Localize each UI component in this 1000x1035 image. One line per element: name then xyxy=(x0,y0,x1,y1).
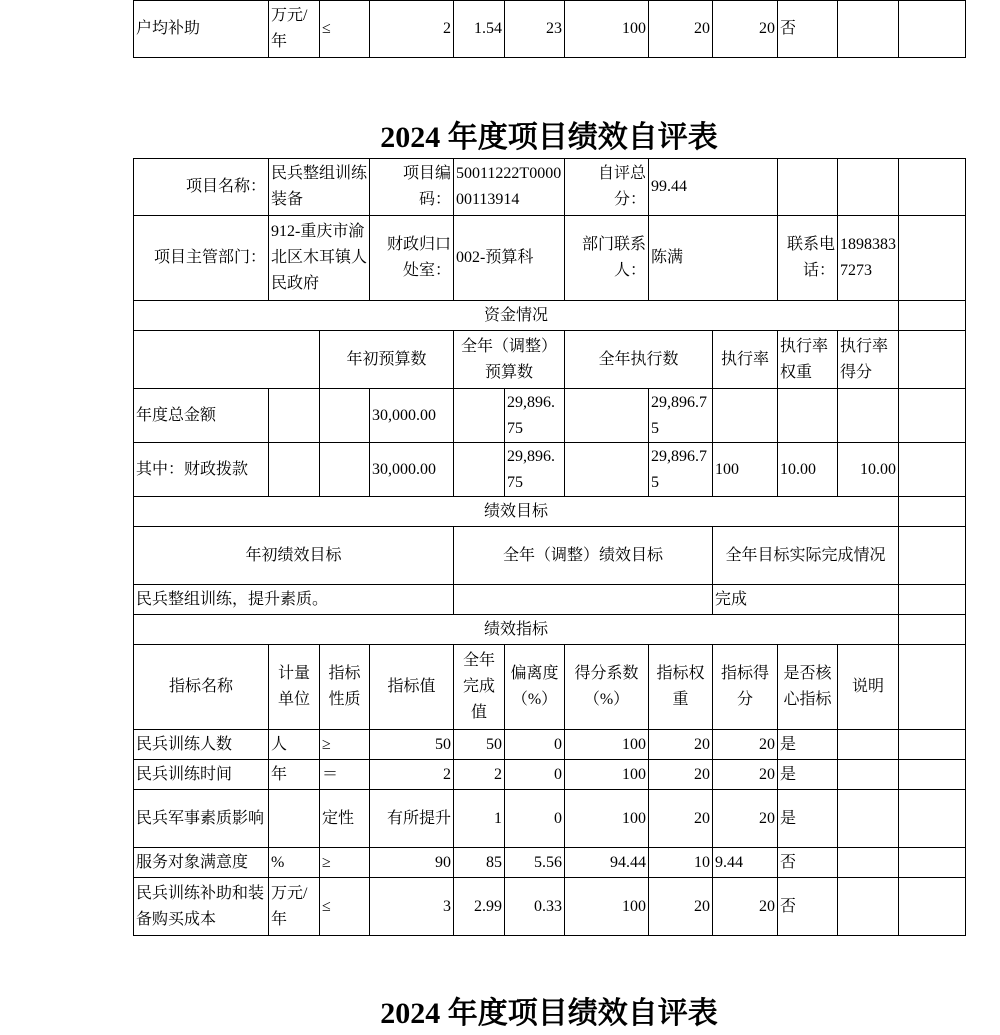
indicator-unit: 人 xyxy=(269,730,320,760)
indicator-target: 有所提升 xyxy=(370,790,454,848)
indicator-row xyxy=(134,878,966,936)
empty-cell xyxy=(778,159,838,216)
empty-cell xyxy=(838,760,899,790)
initial-budget: 30,000.00 xyxy=(370,389,454,443)
previous-indicator-table xyxy=(133,0,966,58)
empty-cell xyxy=(838,159,899,216)
indicator-header: 得分系数（%） xyxy=(565,645,649,730)
indicator-weight: 20 xyxy=(649,730,713,760)
indicator-row xyxy=(134,790,966,848)
phone: 18983837273 xyxy=(838,216,899,301)
indicator-actual: 2.99 xyxy=(454,878,505,936)
funds-header: 执行率 xyxy=(713,331,778,389)
indicator-header: 计量单位 xyxy=(269,645,320,730)
funds-row xyxy=(134,443,966,497)
rate-weight xyxy=(778,389,838,443)
indicator-header: 指标得分 xyxy=(713,645,778,730)
indicator-core: 是 xyxy=(778,760,838,790)
empty-cell xyxy=(838,878,899,936)
adjusted-budget: 29,896.75 xyxy=(505,443,565,497)
indicator-header: 指标名称 xyxy=(134,645,269,730)
indicator-coef: 94.44 xyxy=(565,848,649,878)
contact-label: 部门联系人： xyxy=(565,216,649,301)
indicator-header: 全年完成值 xyxy=(454,645,505,730)
page-title: 2024 年度项目绩效自评表 xyxy=(380,121,718,154)
next-page-title: 2024 年度项目绩效自评表 xyxy=(380,997,718,1030)
coef: 100 xyxy=(565,1,649,58)
initial-goal: 民兵整组训练，提升素质。 xyxy=(134,585,454,615)
indicator-coef: 100 xyxy=(565,760,649,790)
actual-completion: 完成 xyxy=(713,585,899,615)
indicator-core: 是 xyxy=(778,790,838,848)
indicator-row xyxy=(134,760,966,790)
indicator-name: 民兵训练补助和装备购买成本 xyxy=(134,878,269,936)
indicator-score: 20 xyxy=(713,790,778,848)
goals-header: 年初绩效目标 xyxy=(134,527,454,585)
unit: 万元/年 xyxy=(269,1,320,58)
indicator-deviation: 0.33 xyxy=(505,878,565,936)
funds-header-row xyxy=(134,331,966,389)
empty-cell xyxy=(899,760,966,790)
phone-label: 联系电话： xyxy=(778,216,838,301)
indicator-target: 3 xyxy=(370,878,454,936)
indicator-unit xyxy=(269,790,320,848)
indicator-unit: % xyxy=(269,848,320,878)
name-label: 项目名称： xyxy=(134,159,269,216)
empty-cell xyxy=(899,331,966,389)
actual: 1.54 xyxy=(454,1,505,58)
empty-cell xyxy=(899,1,966,58)
rate-score xyxy=(838,389,899,443)
table-row xyxy=(134,1,966,58)
note xyxy=(838,1,899,58)
goals-header: 全年（调整）绩效目标 xyxy=(454,527,713,585)
funds-section-header: 资金情况 xyxy=(134,301,899,331)
indicator-name: 民兵训练时间 xyxy=(134,760,269,790)
funds-label: 其中：财政拨款 xyxy=(134,443,269,497)
funds-header: 执行率权重 xyxy=(778,331,838,389)
indicator-header: 是否核心指标 xyxy=(778,645,838,730)
indicator-nature: 定性 xyxy=(320,790,370,848)
rate-score: 10.00 xyxy=(838,443,899,497)
empty-cell xyxy=(899,301,966,331)
indicator-name: 民兵军事素质影响 xyxy=(134,790,269,848)
indicator-nature: ≤ xyxy=(320,878,370,936)
indicator-header: 偏离度（%） xyxy=(505,645,565,730)
executed: 29,896.75 xyxy=(649,443,713,497)
rate xyxy=(713,389,778,443)
info-row xyxy=(134,159,966,216)
target: 2 xyxy=(370,1,454,58)
indicators-section-header: 绩效指标 xyxy=(134,615,899,645)
indicator-coef: 100 xyxy=(565,730,649,760)
empty-cell xyxy=(899,159,966,216)
rate-weight: 10.00 xyxy=(778,443,838,497)
indicator-actual: 2 xyxy=(454,760,505,790)
adjusted-goal xyxy=(454,585,713,615)
adjusted-budget: 29,896.75 xyxy=(505,389,565,443)
deviation: 23 xyxy=(505,1,565,58)
empty-cell xyxy=(134,331,320,389)
indicator-nature: ≥ xyxy=(320,848,370,878)
empty-cell xyxy=(899,848,966,878)
info-row xyxy=(134,216,966,301)
indicator-unit: 年 xyxy=(269,760,320,790)
indicator-nature: ＝ xyxy=(320,760,370,790)
indicator-score: 20 xyxy=(713,878,778,936)
goals-header: 全年目标实际完成情况 xyxy=(713,527,899,585)
indicator-target: 50 xyxy=(370,730,454,760)
indicator-header: 指标值 xyxy=(370,645,454,730)
indicator-row xyxy=(134,730,966,760)
indicator-weight: 20 xyxy=(649,878,713,936)
office: 002-预算科 xyxy=(454,216,565,301)
empty-cell xyxy=(899,790,966,848)
indicator-header: 指标权重 xyxy=(649,645,713,730)
funds-header: 年初预算数 xyxy=(320,331,454,389)
indicator-header: 说明 xyxy=(838,645,899,730)
weight: 20 xyxy=(649,1,713,58)
score: 20 xyxy=(713,1,778,58)
dept-label: 项目主管部门： xyxy=(134,216,269,301)
indicator-name: 户均补助 xyxy=(134,1,269,58)
dept: 912-重庆市渝北区木耳镇人民政府 xyxy=(269,216,370,301)
indicator-core: 是 xyxy=(778,730,838,760)
indicator-row xyxy=(134,848,966,878)
empty-cell xyxy=(899,730,966,760)
indicator-deviation: 5.56 xyxy=(505,848,565,878)
goals-header-row xyxy=(134,527,966,585)
funds-header: 全年（调整）预算数 xyxy=(454,331,565,389)
nature: ≤ xyxy=(320,1,370,58)
funds-header: 全年执行数 xyxy=(565,331,713,389)
indicator-nature: ≥ xyxy=(320,730,370,760)
indicator-name: 服务对象满意度 xyxy=(134,848,269,878)
empty-cell xyxy=(899,878,966,936)
indicator-weight: 20 xyxy=(649,760,713,790)
empty-cell xyxy=(899,216,966,301)
indicator-score: 9.44 xyxy=(713,848,778,878)
indicator-target: 90 xyxy=(370,848,454,878)
project-code: 50011222T000000113914 xyxy=(454,159,565,216)
project-name: 民兵整组训练装备 xyxy=(269,159,370,216)
indicator-target: 2 xyxy=(370,760,454,790)
indicator-unit: 万元/年 xyxy=(269,878,320,936)
empty-cell xyxy=(838,730,899,760)
indicator-score: 20 xyxy=(713,730,778,760)
indicator-deviation: 0 xyxy=(505,760,565,790)
indicator-header: 指标性质 xyxy=(320,645,370,730)
indicator-coef: 100 xyxy=(565,878,649,936)
contact: 陈满 xyxy=(649,216,778,301)
empty-cell xyxy=(838,790,899,848)
executed: 29,896.75 xyxy=(649,389,713,443)
indicator-coef: 100 xyxy=(565,790,649,848)
funds-label: 年度总金额 xyxy=(134,389,269,443)
funds-row xyxy=(134,389,966,443)
indicators-header-row xyxy=(134,645,966,730)
indicator-score: 20 xyxy=(713,760,778,790)
office-label: 财政归口处室： xyxy=(370,216,454,301)
code-label: 项目编码： xyxy=(370,159,454,216)
indicator-actual: 50 xyxy=(454,730,505,760)
score-label: 自评总分： xyxy=(565,159,649,216)
core: 否 xyxy=(778,1,838,58)
indicator-name: 民兵训练人数 xyxy=(134,730,269,760)
initial-budget: 30,000.00 xyxy=(370,443,454,497)
indicator-core: 否 xyxy=(778,878,838,936)
empty-cell xyxy=(838,848,899,878)
total-score: 99.44 xyxy=(649,159,778,216)
funds-header: 执行率得分 xyxy=(838,331,899,389)
indicator-actual: 1 xyxy=(454,790,505,848)
goals-row xyxy=(134,585,966,615)
rate: 100 xyxy=(713,443,778,497)
indicator-actual: 85 xyxy=(454,848,505,878)
indicator-weight: 20 xyxy=(649,790,713,848)
indicator-deviation: 0 xyxy=(505,730,565,760)
indicator-core: 否 xyxy=(778,848,838,878)
indicator-deviation: 0 xyxy=(505,790,565,848)
indicator-weight: 10 xyxy=(649,848,713,878)
goals-section-header: 绩效目标 xyxy=(134,497,899,527)
performance-table xyxy=(133,158,966,936)
